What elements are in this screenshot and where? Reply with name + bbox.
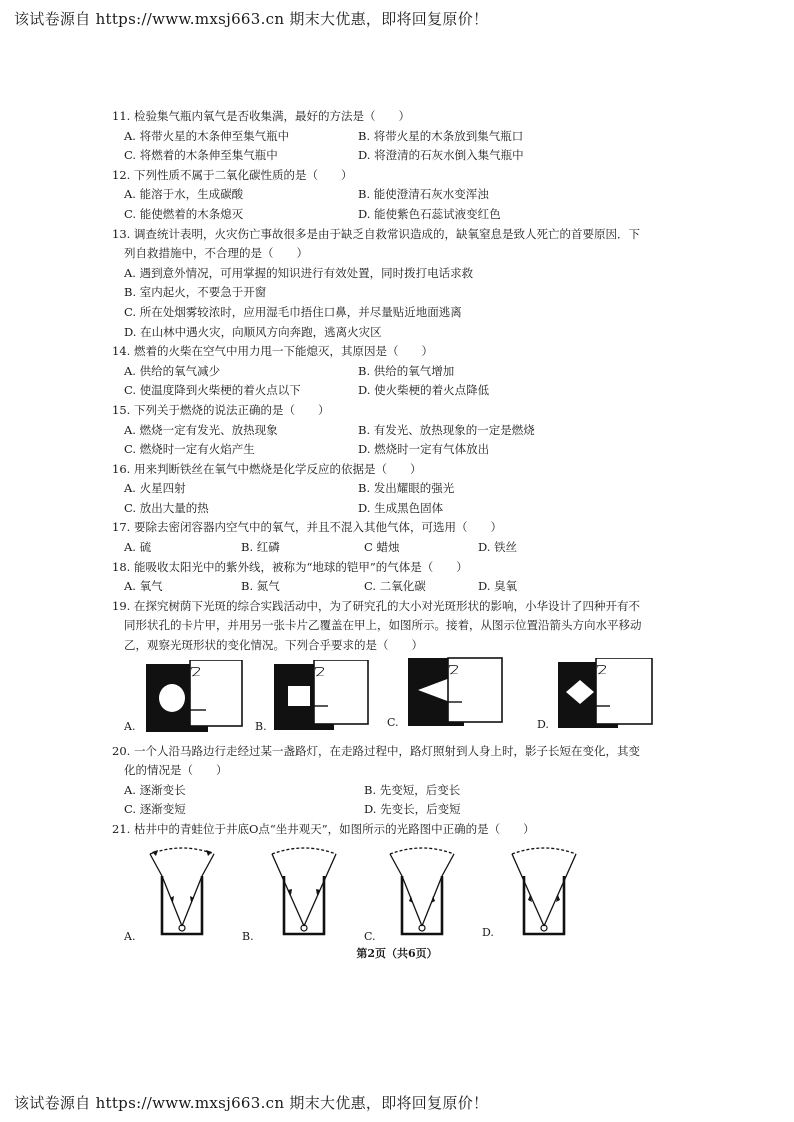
q21-label-a: A. <box>124 929 136 943</box>
q20-option-c: C. 逐渐变短 <box>124 802 186 817</box>
q13-option-d: D. 在山林中遇火灾，向顺风方向奔跑，逃离火灾区 <box>124 324 382 339</box>
q14-option-c: C. 使温度降到火柴梗的着火点以下 <box>124 383 301 398</box>
q13-option-b: B. 室内起火，不要急于开窗 <box>124 285 267 300</box>
q17-stem: 17. 要除去密闭容器内空气中的氧气，并且不混入其他气体，可选用（ ） <box>112 520 502 535</box>
q16-option-a: A. 火星四射 <box>124 481 186 496</box>
q14-option-d: D. 使火柴梗的着火点降低 <box>358 383 490 398</box>
q16-option-c: C. 放出大量的热 <box>124 500 209 515</box>
q21-well-c <box>382 846 472 942</box>
page-number: 第2页（共6页） <box>356 947 438 960</box>
q21-well-d <box>504 846 594 942</box>
q15-option-d: D. 燃烧时一定有气体放出 <box>358 442 490 457</box>
q13-option-c: C. 所在处烟雾较浓时，应用湿毛巾捂住口鼻，并尽量贴近地面逃离 <box>124 304 462 319</box>
q19-card-d-label: 乙 <box>596 662 607 676</box>
q18-option-d: D. 臭氧 <box>478 579 518 594</box>
q19-stem-cont2: 乙，观察光斑形状的变化情况。下列合乎要求的是（ ） <box>124 638 423 653</box>
q20-option-b: B. 先变短，后变长 <box>364 782 461 797</box>
q20-option-a: A. 逐渐变长 <box>124 782 186 797</box>
q19-stem: 19. 在探究树荫下光斑的综合实践活动中，为了研究孔的大小对光斑形状的影响，小华设计了四种开有不 <box>112 598 640 613</box>
q19-label-c: C. <box>387 715 399 729</box>
q19-card-d <box>558 658 658 736</box>
q17-option-d: D. 铁丝 <box>478 540 518 555</box>
q21-label-c: C. <box>364 929 376 943</box>
source-banner-top: 该试卷源自 https://www.mxsj663.cn 期末大优惠，即将回复原价！ <box>14 10 489 28</box>
source-banner-bottom: 该试卷源自 https://www.mxsj663.cn 期末大优惠，即将回复原价！ <box>14 1094 489 1112</box>
q12-option-b: B. 能使澄清石灰水变浑浊 <box>358 187 489 202</box>
q19-label-d: D. <box>537 717 549 731</box>
q19-card-c <box>408 656 508 732</box>
q21-well-b <box>264 846 354 942</box>
q14-option-a: A. 供给的氧气减少 <box>124 363 221 378</box>
q19-figure-row <box>112 660 672 738</box>
q20-stem: 20. 一个人沿马路边行走经过某一盏路灯，在走路过程中，路灯照射到人身上时，影子长短在变化，其变 <box>112 743 640 758</box>
q21-well-a <box>142 846 232 942</box>
q12-option-d: D. 能使紫色石蕊试液变红色 <box>358 206 501 221</box>
q15-stem: 15. 下列关于燃烧的说法正确的是（ ） <box>112 402 330 417</box>
q18-stem: 18. 能吸收太阳光中的紫外线，被称为“地球的铠甲”的气体是（ ） <box>112 559 468 574</box>
q20-stem-cont: 化的情况是（ ） <box>124 763 228 778</box>
q12-option-a: A. 能溶于水，生成碳酸 <box>124 187 244 202</box>
q19-card-b-label: 乙 <box>314 664 325 678</box>
q21-label-b: B. <box>242 929 254 943</box>
q19-card-b <box>274 660 374 736</box>
q12-option-c: C. 能使燃着的木条熄灭 <box>124 206 244 221</box>
q20-option-d: D. 先变长，后变短 <box>364 802 461 817</box>
q21-figure-row <box>112 846 672 942</box>
q11-option-d: D. 将澄清的石灰水倒入集气瓶中 <box>358 148 524 163</box>
q13-stem: 13. 调查统计表明，火灾伤亡事故很多是由于缺乏自救常识造成的，缺氧窒息是致人死亡的首要原因．下 <box>112 226 640 241</box>
q19-card-c-label: 乙 <box>448 662 459 676</box>
q21-label-d: D. <box>482 925 494 939</box>
q15-option-a: A. 燃烧一定有发光、放热现象 <box>124 422 278 437</box>
q18-option-c: C. 二氧化碳 <box>364 579 426 594</box>
q14-stem: 14. 燃着的火柴在空气中用力甩一下能熄灭，其原因是（ ） <box>112 344 433 359</box>
q11-option-a: A. 将带火星的木条伸至集气瓶中 <box>124 128 290 143</box>
q18-option-a: A. 氧气 <box>124 579 163 594</box>
q19-label-b: B. <box>255 719 267 733</box>
q18-option-b: B. 氮气 <box>241 579 280 594</box>
q13-option-a: A. 遇到意外情况，可用掌握的知识进行有效处置，同时拨打电话求救 <box>124 265 474 280</box>
q11-stem: 11. 检验集气瓶内氧气是否收集满，最好的方法是（ ） <box>112 109 410 123</box>
q15-option-c: C. 燃烧时一定有火焰产生 <box>124 442 255 457</box>
q17-option-a: A. 硫 <box>124 540 152 555</box>
q13-stem-cont: 列自救措施中，不合理的是（ ） <box>124 246 308 261</box>
q19-card-a <box>146 660 246 736</box>
q17-option-c: C 蜡烛 <box>364 540 400 555</box>
q15-option-b: B. 有发光、放热现象的一定是燃烧 <box>358 422 535 437</box>
q19-card-a-label: 乙 <box>190 664 201 678</box>
q16-option-b: B. 发出耀眼的强光 <box>358 481 455 496</box>
q14-option-b: B. 供给的氧气增加 <box>358 363 455 378</box>
q16-option-d: D. 生成黑色固体 <box>358 500 444 515</box>
q19-stem-cont: 同形状孔的卡片甲，并用另一张卡片乙覆盖在甲上，如图所示。接着，从图示位置沿箭头方向水平移动 <box>124 618 642 633</box>
q11-option-c: C. 将燃着的木条伸至集气瓶中 <box>124 148 278 163</box>
q19-label-a: A. <box>124 719 136 733</box>
q21-stem: 21. 枯井中的青蛙位于井底O点“坐井观天”，如图所示的光路图中正确的是（ ） <box>112 822 535 836</box>
question-list <box>112 107 672 942</box>
q11-option-b: B. 将带火星的木条放到集气瓶口 <box>358 128 524 143</box>
q12-stem: 12. 下列性质不属于二氧化碳性质的是（ ） <box>112 167 353 182</box>
q16-stem: 16. 用来判断铁丝在氧气中燃烧是化学反应的依据是（ ） <box>112 461 422 476</box>
q17-option-b: B. 红磷 <box>241 540 280 555</box>
